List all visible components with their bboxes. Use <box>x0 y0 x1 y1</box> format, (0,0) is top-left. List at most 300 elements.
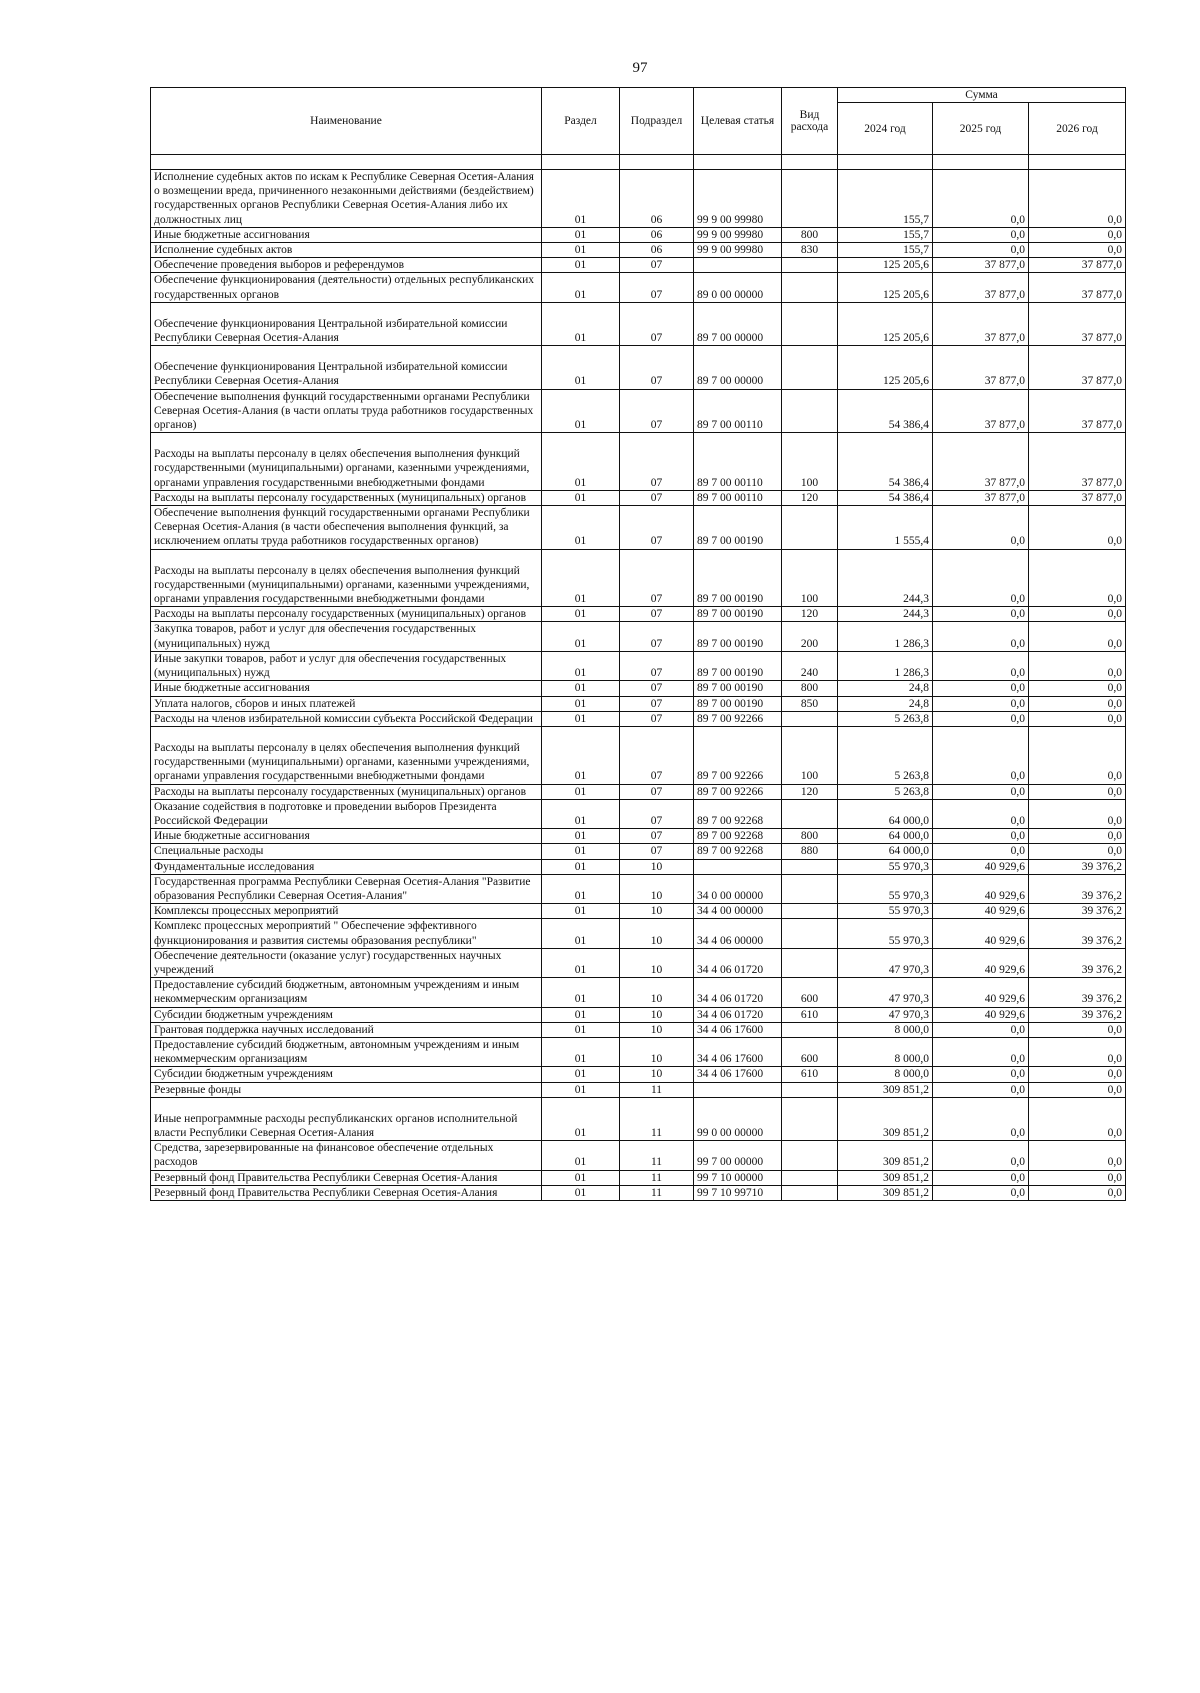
row-podrazdel: 11 <box>620 1185 694 1200</box>
header-year-2026: 2026 год <box>1029 103 1126 155</box>
row-podrazdel: 07 <box>620 433 694 491</box>
row-podrazdel: 06 <box>620 227 694 242</box>
row-expense-type <box>782 859 838 874</box>
row-sum-2024: 1 286,3 <box>838 651 933 680</box>
row-target-article <box>694 859 782 874</box>
row-razdel: 01 <box>542 874 620 903</box>
row-sum-2025: 0,0 <box>933 506 1029 550</box>
table-row <box>151 227 1126 242</box>
table-row <box>151 1097 1126 1140</box>
row-name: Расходы на выплаты персоналу в целях обеспечения выполнения функций государственными (муниципальными) органами, казенными учреждениями, органами управления государственными внебюджетными фондами <box>151 433 542 491</box>
row-target-article: 99 7 10 99710 <box>694 1185 782 1200</box>
page-number: 97 <box>632 60 648 76</box>
table-row <box>151 651 1126 680</box>
row-expense-type <box>782 711 838 726</box>
row-sum-2026: 37 877,0 <box>1029 258 1126 273</box>
row-name: Специальные расходы <box>151 844 542 859</box>
row-expense-type <box>782 506 838 550</box>
table-row <box>151 859 1126 874</box>
table-row <box>151 506 1126 550</box>
row-sum-2024: 55 970,3 <box>838 904 933 919</box>
row-name: Иные непрограммные расходы республиканских органов исполнительной власти Республики Северная Осетия-Алания <box>151 1097 542 1140</box>
row-sum-2024: 47 970,3 <box>838 978 933 1007</box>
row-expense-type <box>782 1022 838 1037</box>
row-sum-2025: 0,0 <box>933 799 1029 828</box>
row-sum-2024: 125 205,6 <box>838 258 933 273</box>
row-sum-2025: 0,0 <box>933 711 1029 726</box>
row-sum-2026: 0,0 <box>1029 1185 1126 1200</box>
row-sum-2025: 0,0 <box>933 784 1029 799</box>
row-name: Обеспечение выполнения функций государственными органами Республики Северная Осетия-Алания (в части обеспечения выполнения функций, за исключением оплаты труда работников государственных органов) <box>151 506 542 550</box>
row-razdel: 01 <box>542 784 620 799</box>
row-podrazdel: 07 <box>620 506 694 550</box>
row-name: Расходы на выплаты персоналу государственных (муниципальных) органов <box>151 784 542 799</box>
row-name: Расходы на выплаты персоналу в целях обеспечения выполнения функций государственными (муниципальными) органами, казенными учреждениями, органами управления государственными внебюджетными фондами <box>151 549 542 607</box>
row-sum-2024: 309 851,2 <box>838 1141 933 1170</box>
row-podrazdel: 10 <box>620 948 694 977</box>
row-expense-type: 100 <box>782 726 838 784</box>
row-name: Фундаментальные исследования <box>151 859 542 874</box>
row-target-article: 89 7 00 00000 <box>694 302 782 345</box>
table-row <box>151 433 1126 491</box>
row-sum-2025: 0,0 <box>933 726 1029 784</box>
row-razdel: 01 <box>542 681 620 696</box>
row-razdel: 01 <box>542 1141 620 1170</box>
row-target-article: 34 4 06 00000 <box>694 919 782 948</box>
row-sum-2025: 40 929,6 <box>933 978 1029 1007</box>
row-sum-2026: 37 877,0 <box>1029 346 1126 389</box>
row-sum-2026: 0,0 <box>1029 696 1126 711</box>
row-podrazdel: 11 <box>620 1097 694 1140</box>
row-name: Грантовая поддержка научных исследований <box>151 1022 542 1037</box>
table-row <box>151 904 1126 919</box>
row-expense-type: 800 <box>782 829 838 844</box>
row-podrazdel: 10 <box>620 919 694 948</box>
row-target-article <box>694 1082 782 1097</box>
row-expense-type: 240 <box>782 651 838 680</box>
row-razdel: 01 <box>542 1007 620 1022</box>
row-expense-type: 600 <box>782 1037 838 1066</box>
row-podrazdel: 07 <box>620 829 694 844</box>
row-sum-2026: 0,0 <box>1029 622 1126 651</box>
row-podrazdel: 07 <box>620 844 694 859</box>
row-razdel: 01 <box>542 1067 620 1082</box>
row-sum-2024: 55 970,3 <box>838 859 933 874</box>
row-sum-2024: 47 970,3 <box>838 1007 933 1022</box>
table-row <box>151 346 1126 389</box>
row-razdel: 01 <box>542 711 620 726</box>
row-podrazdel: 07 <box>620 726 694 784</box>
row-podrazdel: 07 <box>620 549 694 607</box>
row-razdel: 01 <box>542 170 620 228</box>
row-razdel: 01 <box>542 346 620 389</box>
table-row <box>151 243 1126 258</box>
row-sum-2024: 244,3 <box>838 607 933 622</box>
row-sum-2026: 39 376,2 <box>1029 859 1126 874</box>
row-expense-type: 120 <box>782 607 838 622</box>
row-expense-type: 850 <box>782 696 838 711</box>
row-expense-type: 830 <box>782 243 838 258</box>
row-sum-2025: 0,0 <box>933 170 1029 228</box>
row-podrazdel: 10 <box>620 874 694 903</box>
row-name: Субсидии бюджетным учреждениям <box>151 1067 542 1082</box>
row-sum-2026: 0,0 <box>1029 784 1126 799</box>
row-sum-2024: 54 386,4 <box>838 389 933 433</box>
row-sum-2025: 40 929,6 <box>933 874 1029 903</box>
row-podrazdel: 07 <box>620 258 694 273</box>
row-name: Резервные фонды <box>151 1082 542 1097</box>
row-sum-2025: 0,0 <box>933 844 1029 859</box>
row-sum-2026: 39 376,2 <box>1029 978 1126 1007</box>
row-razdel: 01 <box>542 1097 620 1140</box>
row-sum-2026: 0,0 <box>1029 681 1126 696</box>
row-podrazdel: 07 <box>620 784 694 799</box>
row-target-article: 89 7 00 92268 <box>694 844 782 859</box>
table-row <box>151 1022 1126 1037</box>
table-header <box>151 88 1126 170</box>
header-expense-type: Вид расхода <box>782 88 838 155</box>
row-name: Резервный фонд Правительства Республики Северная Осетия-Алания <box>151 1170 542 1185</box>
row-target-article: 99 9 00 99980 <box>694 170 782 228</box>
table-row <box>151 1185 1126 1200</box>
row-target-article: 34 4 06 01720 <box>694 978 782 1007</box>
row-podrazdel: 11 <box>620 1170 694 1185</box>
row-sum-2024: 64 000,0 <box>838 799 933 828</box>
row-razdel: 01 <box>542 506 620 550</box>
row-target-article: 34 4 00 00000 <box>694 904 782 919</box>
row-razdel: 01 <box>542 258 620 273</box>
row-sum-2026: 37 877,0 <box>1029 273 1126 302</box>
row-target-article: 99 9 00 99980 <box>694 227 782 242</box>
row-expense-type <box>782 919 838 948</box>
row-target-article: 99 9 00 99980 <box>694 243 782 258</box>
row-expense-type <box>782 799 838 828</box>
row-podrazdel: 10 <box>620 1022 694 1037</box>
row-name: Исполнение судебных актов <box>151 243 542 258</box>
row-name: Обеспечение проведения выборов и референдумов <box>151 258 542 273</box>
row-sum-2026: 0,0 <box>1029 1067 1126 1082</box>
row-name: Комплексы процессных мероприятий <box>151 904 542 919</box>
row-sum-2026: 0,0 <box>1029 711 1126 726</box>
row-sum-2025: 37 877,0 <box>933 490 1029 505</box>
row-podrazdel: 10 <box>620 1007 694 1022</box>
row-sum-2025: 0,0 <box>933 1141 1029 1170</box>
row-podrazdel: 10 <box>620 1037 694 1066</box>
row-target-article <box>694 258 782 273</box>
row-expense-type <box>782 1141 838 1170</box>
row-name: Обеспечение выполнения функций государственными органами Республики Северная Осетия-Алания (в части оплаты труда работников государственных органов) <box>151 389 542 433</box>
row-sum-2025: 0,0 <box>933 1067 1029 1082</box>
row-name: Расходы на выплаты персоналу государственных (муниципальных) органов <box>151 607 542 622</box>
row-sum-2025: 0,0 <box>933 549 1029 607</box>
row-sum-2024: 24,8 <box>838 681 933 696</box>
row-podrazdel: 11 <box>620 1082 694 1097</box>
row-sum-2025: 0,0 <box>933 829 1029 844</box>
row-sum-2026: 0,0 <box>1029 1082 1126 1097</box>
row-sum-2025: 0,0 <box>933 243 1029 258</box>
row-sum-2025: 37 877,0 <box>933 389 1029 433</box>
row-sum-2024: 8 000,0 <box>838 1067 933 1082</box>
row-razdel: 01 <box>542 844 620 859</box>
row-target-article: 89 7 00 00110 <box>694 389 782 433</box>
row-sum-2026: 0,0 <box>1029 227 1126 242</box>
row-sum-2026: 0,0 <box>1029 1097 1126 1140</box>
row-sum-2025: 0,0 <box>933 1037 1029 1066</box>
row-name: Иные бюджетные ассигнования <box>151 829 542 844</box>
row-sum-2024: 55 970,3 <box>838 874 933 903</box>
row-sum-2024: 5 263,8 <box>838 726 933 784</box>
row-sum-2025: 40 929,6 <box>933 919 1029 948</box>
row-target-article: 89 7 00 00190 <box>694 622 782 651</box>
row-expense-type <box>782 948 838 977</box>
row-target-article: 89 7 00 00110 <box>694 490 782 505</box>
row-sum-2026: 39 376,2 <box>1029 904 1126 919</box>
row-name: Обеспечение деятельности (оказание услуг) государственных научных учреждений <box>151 948 542 977</box>
row-sum-2025: 37 877,0 <box>933 346 1029 389</box>
row-name: Уплата налогов, сборов и иных платежей <box>151 696 542 711</box>
header-sum: Сумма <box>838 88 1126 103</box>
table-row <box>151 1037 1126 1066</box>
row-name: Резервный фонд Правительства Республики Северная Осетия-Алания <box>151 1185 542 1200</box>
row-expense-type <box>782 258 838 273</box>
row-sum-2026: 0,0 <box>1029 844 1126 859</box>
row-sum-2024: 155,7 <box>838 243 933 258</box>
row-target-article: 34 4 06 17600 <box>694 1022 782 1037</box>
table-row <box>151 799 1126 828</box>
row-sum-2024: 309 851,2 <box>838 1097 933 1140</box>
row-sum-2024: 244,3 <box>838 549 933 607</box>
row-sum-2024: 125 205,6 <box>838 302 933 345</box>
table-row <box>151 170 1126 228</box>
row-sum-2026: 37 877,0 <box>1029 389 1126 433</box>
row-razdel: 01 <box>542 726 620 784</box>
row-podrazdel: 07 <box>620 711 694 726</box>
row-name: Субсидии бюджетным учреждениям <box>151 1007 542 1022</box>
table-row <box>151 829 1126 844</box>
header-name: Наименование <box>151 88 542 155</box>
row-target-article: 89 7 00 00110 <box>694 433 782 491</box>
row-razdel: 01 <box>542 696 620 711</box>
table-row <box>151 622 1126 651</box>
row-sum-2026: 37 877,0 <box>1029 302 1126 345</box>
row-sum-2025: 0,0 <box>933 1097 1029 1140</box>
row-name: Расходы на выплаты персоналу государственных (муниципальных) органов <box>151 490 542 505</box>
row-name: Расходы на выплаты персоналу в целях обеспечения выполнения функций государственными (муниципальными) органами, казенными учреждениями, органами управления государственными внебюджетными фондами <box>151 726 542 784</box>
row-target-article: 89 7 00 92268 <box>694 799 782 828</box>
row-sum-2025: 0,0 <box>933 227 1029 242</box>
row-name: Расходы на членов избирательной комиссии субъекта Российской Федерации <box>151 711 542 726</box>
row-name: Обеспечение функционирования Центральной избирательной комиссии Республики Северная Осетия-Алания <box>151 346 542 389</box>
row-sum-2024: 125 205,6 <box>838 273 933 302</box>
row-sum-2026: 0,0 <box>1029 1170 1126 1185</box>
row-target-article: 34 4 06 01720 <box>694 948 782 977</box>
row-name: Исполнение судебных актов по искам к Республике Северная Осетия-Алания о возмещении вреда, причиненного незаконными действиями (бездействием) государственных органов Республики Северная Осетия-Алания либо их должностных лиц <box>151 170 542 228</box>
row-podrazdel: 10 <box>620 859 694 874</box>
row-razdel: 01 <box>542 1170 620 1185</box>
row-razdel: 01 <box>542 273 620 302</box>
row-razdel: 01 <box>542 904 620 919</box>
row-sum-2024: 64 000,0 <box>838 844 933 859</box>
table-row <box>151 696 1126 711</box>
row-sum-2025: 40 929,6 <box>933 904 1029 919</box>
row-expense-type <box>782 874 838 903</box>
row-name: Оказание содействия в подготовке и проведении выборов Президента Российской Федерации <box>151 799 542 828</box>
row-razdel: 01 <box>542 948 620 977</box>
row-sum-2025: 0,0 <box>933 681 1029 696</box>
row-podrazdel: 10 <box>620 978 694 1007</box>
table-row <box>151 1170 1126 1185</box>
row-target-article: 34 4 06 17600 <box>694 1037 782 1066</box>
row-sum-2025: 37 877,0 <box>933 273 1029 302</box>
row-sum-2024: 55 970,3 <box>838 919 933 948</box>
budget-table <box>150 87 1126 1201</box>
row-sum-2026: 0,0 <box>1029 1022 1126 1037</box>
row-expense-type <box>782 1082 838 1097</box>
row-expense-type: 880 <box>782 844 838 859</box>
row-razdel: 01 <box>542 919 620 948</box>
row-expense-type <box>782 1170 838 1185</box>
row-target-article: 89 7 00 92266 <box>694 711 782 726</box>
row-name: Иные закупки товаров, работ и услуг для обеспечения государственных (муниципальных) нужд <box>151 651 542 680</box>
row-razdel: 01 <box>542 829 620 844</box>
row-sum-2024: 155,7 <box>838 227 933 242</box>
row-sum-2025: 40 929,6 <box>933 1007 1029 1022</box>
table-row <box>151 302 1126 345</box>
row-sum-2024: 5 263,8 <box>838 711 933 726</box>
row-target-article: 89 7 00 00190 <box>694 696 782 711</box>
header-spacer <box>151 155 1126 170</box>
row-sum-2024: 47 970,3 <box>838 948 933 977</box>
row-podrazdel: 07 <box>620 607 694 622</box>
row-razdel: 01 <box>542 433 620 491</box>
row-sum-2026: 37 877,0 <box>1029 433 1126 491</box>
header-target-article: Целевая статья <box>694 88 782 155</box>
row-expense-type: 120 <box>782 784 838 799</box>
row-expense-type: 100 <box>782 433 838 491</box>
table-row <box>151 726 1126 784</box>
table-row <box>151 978 1126 1007</box>
row-name: Обеспечение функционирования Центральной избирательной комиссии Республики Северная Осетия-Алания <box>151 302 542 345</box>
row-podrazdel: 07 <box>620 622 694 651</box>
row-expense-type: 610 <box>782 1007 838 1022</box>
row-razdel: 01 <box>542 622 620 651</box>
row-sum-2025: 40 929,6 <box>933 859 1029 874</box>
header-year-2025: 2025 год <box>933 103 1029 155</box>
row-sum-2025: 37 877,0 <box>933 302 1029 345</box>
table-row <box>151 1007 1126 1022</box>
row-sum-2025: 0,0 <box>933 622 1029 651</box>
row-expense-type <box>782 1185 838 1200</box>
row-sum-2026: 39 376,2 <box>1029 874 1126 903</box>
row-podrazdel: 07 <box>620 696 694 711</box>
header-razdel: Раздел <box>542 88 620 155</box>
row-razdel: 01 <box>542 243 620 258</box>
row-sum-2026: 39 376,2 <box>1029 1007 1126 1022</box>
row-expense-type: 600 <box>782 978 838 1007</box>
row-sum-2024: 1 286,3 <box>838 622 933 651</box>
row-sum-2024: 1 555,4 <box>838 506 933 550</box>
table-row <box>151 711 1126 726</box>
row-sum-2024: 54 386,4 <box>838 490 933 505</box>
row-name: Обеспечение функционирования (деятельности) отдельных республиканских государственных органов <box>151 273 542 302</box>
row-sum-2026: 0,0 <box>1029 170 1126 228</box>
row-sum-2024: 309 851,2 <box>838 1082 933 1097</box>
row-podrazdel: 07 <box>620 799 694 828</box>
row-razdel: 01 <box>542 607 620 622</box>
row-expense-type <box>782 389 838 433</box>
row-razdel: 01 <box>542 859 620 874</box>
row-razdel: 01 <box>542 1082 620 1097</box>
row-sum-2025: 0,0 <box>933 651 1029 680</box>
row-expense-type: 800 <box>782 681 838 696</box>
row-sum-2024: 309 851,2 <box>838 1185 933 1200</box>
table-body <box>151 170 1126 1201</box>
row-name: Предоставление субсидий бюджетным, автономным учреждениям и иным некоммерческим организациям <box>151 1037 542 1066</box>
table-row <box>151 607 1126 622</box>
table-row <box>151 948 1126 977</box>
row-podrazdel: 07 <box>620 302 694 345</box>
table-row <box>151 1082 1126 1097</box>
row-podrazdel: 10 <box>620 904 694 919</box>
row-razdel: 01 <box>542 1037 620 1066</box>
row-name: Иные бюджетные ассигнования <box>151 681 542 696</box>
row-sum-2024: 309 851,2 <box>838 1170 933 1185</box>
row-sum-2025: 0,0 <box>933 1170 1029 1185</box>
header-podrazdel: Подраздел <box>620 88 694 155</box>
row-target-article: 89 7 00 00190 <box>694 506 782 550</box>
row-target-article: 89 7 00 92266 <box>694 784 782 799</box>
table-row <box>151 389 1126 433</box>
row-sum-2026: 0,0 <box>1029 799 1126 828</box>
row-podrazdel: 07 <box>620 651 694 680</box>
table-row <box>151 273 1126 302</box>
row-sum-2025: 0,0 <box>933 1022 1029 1037</box>
row-sum-2026: 0,0 <box>1029 651 1126 680</box>
row-sum-2025: 0,0 <box>933 696 1029 711</box>
row-sum-2026: 0,0 <box>1029 829 1126 844</box>
row-podrazdel: 07 <box>620 273 694 302</box>
table-row <box>151 874 1126 903</box>
header-year-2024: 2024 год <box>838 103 933 155</box>
row-expense-type: 120 <box>782 490 838 505</box>
row-sum-2026: 0,0 <box>1029 1141 1126 1170</box>
row-sum-2025: 40 929,6 <box>933 948 1029 977</box>
table-row <box>151 549 1126 607</box>
row-podrazdel: 10 <box>620 1067 694 1082</box>
row-target-article: 89 7 00 00190 <box>694 681 782 696</box>
row-target-article: 99 0 00 00000 <box>694 1097 782 1140</box>
row-expense-type: 610 <box>782 1067 838 1082</box>
row-sum-2026: 0,0 <box>1029 607 1126 622</box>
row-sum-2024: 64 000,0 <box>838 829 933 844</box>
row-target-article: 99 7 00 00000 <box>694 1141 782 1170</box>
row-razdel: 01 <box>542 302 620 345</box>
row-target-article: 89 7 00 00190 <box>694 607 782 622</box>
row-expense-type <box>782 170 838 228</box>
row-expense-type: 100 <box>782 549 838 607</box>
row-razdel: 01 <box>542 1022 620 1037</box>
row-name: Закупка товаров, работ и услуг для обеспечения государственных (муниципальных) нужд <box>151 622 542 651</box>
row-podrazdel: 11 <box>620 1141 694 1170</box>
row-podrazdel: 06 <box>620 170 694 228</box>
row-expense-type: 200 <box>782 622 838 651</box>
row-sum-2025: 0,0 <box>933 1185 1029 1200</box>
row-target-article: 34 0 00 00000 <box>694 874 782 903</box>
row-sum-2024: 125 205,6 <box>838 346 933 389</box>
row-sum-2026: 37 877,0 <box>1029 490 1126 505</box>
row-sum-2025: 0,0 <box>933 607 1029 622</box>
row-sum-2025: 37 877,0 <box>933 258 1029 273</box>
